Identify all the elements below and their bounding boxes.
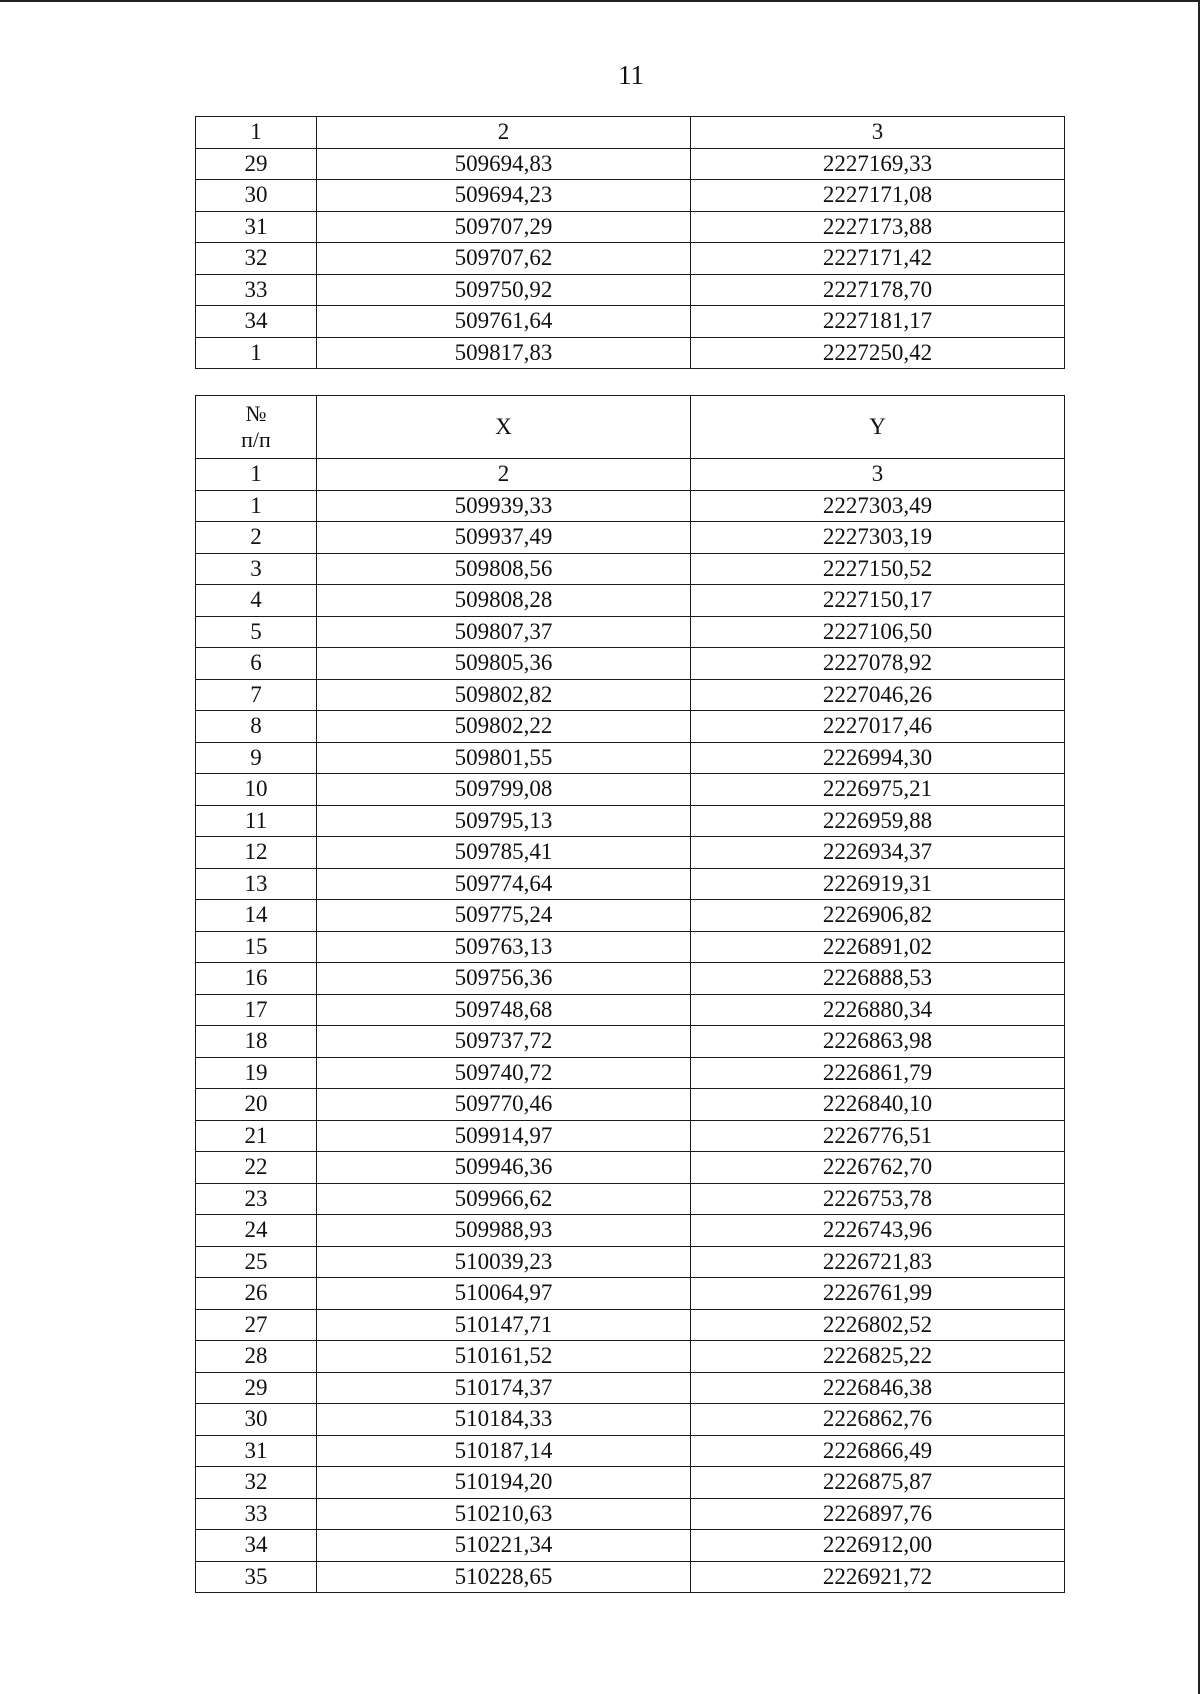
x-coordinate-cell: 509914,97 [317, 1120, 691, 1152]
y-coordinate-cell: 2227171,08 [691, 180, 1065, 212]
point-number-cell: 16 [196, 963, 317, 995]
table-row [196, 805, 1065, 837]
header-y-cell: Y [691, 396, 1065, 459]
x-coordinate-cell: 509756,36 [317, 963, 691, 995]
table-row [196, 711, 1065, 743]
y-coordinate-cell: 2226912,00 [691, 1530, 1065, 1562]
x-coordinate-cell: 510147,71 [317, 1309, 691, 1341]
table-row [196, 306, 1065, 338]
table-row [196, 211, 1065, 243]
y-coordinate-cell: 2226753,78 [691, 1183, 1065, 1215]
x-coordinate-cell: 510039,23 [317, 1246, 691, 1278]
table-row [196, 522, 1065, 554]
y-coordinate-cell: 2226846,38 [691, 1372, 1065, 1404]
y-coordinate-cell: 2227181,17 [691, 306, 1065, 338]
y-coordinate-cell: 2227303,19 [691, 522, 1065, 554]
point-number-cell: 23 [196, 1183, 317, 1215]
table-row [196, 1341, 1065, 1373]
table-row [196, 1498, 1065, 1530]
point-number-cell: 29 [196, 1372, 317, 1404]
table-row [196, 1404, 1065, 1436]
y-coordinate-cell: 2227017,46 [691, 711, 1065, 743]
x-coordinate-cell: 510228,65 [317, 1561, 691, 1593]
column-number-row [196, 117, 1065, 149]
x-coordinate-cell: 510161,52 [317, 1341, 691, 1373]
y-coordinate-cell: 2226861,79 [691, 1057, 1065, 1089]
point-number-cell: 5 [196, 616, 317, 648]
point-number-cell: 24 [196, 1215, 317, 1247]
table-row [196, 1278, 1065, 1310]
point-number-cell: 15 [196, 931, 317, 963]
point-number-cell: 18 [196, 1026, 317, 1058]
header-number-symbol: № [245, 401, 267, 426]
coordinates-table-continuation [195, 116, 1065, 369]
header-number-abbrev: п/п [241, 427, 271, 452]
table-row [196, 1246, 1065, 1278]
coordinates-table [195, 395, 1065, 1593]
y-coordinate-cell: 2226776,51 [691, 1120, 1065, 1152]
point-number-cell: 6 [196, 648, 317, 680]
table-row [196, 774, 1065, 806]
y-coordinate-cell: 2226866,49 [691, 1435, 1065, 1467]
x-coordinate-cell: 509750,92 [317, 274, 691, 306]
column-number-cell: 2 [317, 117, 691, 149]
point-number-cell: 31 [196, 211, 317, 243]
x-coordinate-cell: 509737,72 [317, 1026, 691, 1058]
table-row [196, 274, 1065, 306]
point-number-cell: 21 [196, 1120, 317, 1152]
x-coordinate-cell: 509807,37 [317, 616, 691, 648]
column-number-row [196, 459, 1065, 491]
table-row [196, 337, 1065, 369]
table-row [196, 900, 1065, 932]
point-number-cell: 17 [196, 994, 317, 1026]
y-coordinate-cell: 2226802,52 [691, 1309, 1065, 1341]
x-coordinate-cell: 510184,33 [317, 1404, 691, 1436]
y-coordinate-cell: 2226862,76 [691, 1404, 1065, 1436]
point-number-cell: 34 [196, 1530, 317, 1562]
y-coordinate-cell: 2227171,42 [691, 243, 1065, 275]
point-number-cell: 7 [196, 679, 317, 711]
table-row [196, 1530, 1065, 1562]
x-coordinate-cell: 509770,46 [317, 1089, 691, 1121]
table-row [196, 994, 1065, 1026]
table-row [196, 679, 1065, 711]
y-coordinate-cell: 2226897,76 [691, 1498, 1065, 1530]
y-coordinate-cell: 2226906,82 [691, 900, 1065, 932]
y-coordinate-cell: 2226880,34 [691, 994, 1065, 1026]
table-row [196, 148, 1065, 180]
y-coordinate-cell: 2226888,53 [691, 963, 1065, 995]
point-number-cell: 1 [196, 337, 317, 369]
point-number-cell: 13 [196, 868, 317, 900]
point-number-cell: 20 [196, 1089, 317, 1121]
table-row [196, 1120, 1065, 1152]
table-row [196, 585, 1065, 617]
x-coordinate-cell: 509694,23 [317, 180, 691, 212]
x-coordinate-cell: 509802,22 [317, 711, 691, 743]
table-row [196, 1561, 1065, 1593]
y-coordinate-cell: 2226743,96 [691, 1215, 1065, 1247]
table-row [196, 868, 1065, 900]
point-number-cell: 30 [196, 1404, 317, 1436]
x-coordinate-cell: 509817,83 [317, 337, 691, 369]
y-coordinate-cell: 2227303,49 [691, 490, 1065, 522]
x-coordinate-cell: 509707,29 [317, 211, 691, 243]
column-number-cell: 2 [317, 459, 691, 491]
point-number-cell: 19 [196, 1057, 317, 1089]
x-coordinate-cell: 509740,72 [317, 1057, 691, 1089]
table-row [196, 1183, 1065, 1215]
table-row [196, 648, 1065, 680]
x-coordinate-cell: 509939,33 [317, 490, 691, 522]
header-x-cell: X [317, 396, 691, 459]
table-row [196, 1089, 1065, 1121]
table-row [196, 1372, 1065, 1404]
x-coordinate-cell: 509988,93 [317, 1215, 691, 1247]
table-row [196, 1309, 1065, 1341]
table-row [196, 963, 1065, 995]
table-row [196, 837, 1065, 869]
point-number-cell: 30 [196, 180, 317, 212]
y-coordinate-cell: 2227150,52 [691, 553, 1065, 585]
y-coordinate-cell: 2226994,30 [691, 742, 1065, 774]
x-coordinate-cell: 509694,83 [317, 148, 691, 180]
table-row [196, 1026, 1065, 1058]
x-coordinate-cell: 510194,20 [317, 1467, 691, 1499]
x-coordinate-cell: 509802,82 [317, 679, 691, 711]
y-coordinate-cell: 2227150,17 [691, 585, 1065, 617]
table-header-row [196, 396, 1065, 459]
x-coordinate-cell: 509966,62 [317, 1183, 691, 1215]
column-number-cell: 1 [196, 459, 317, 491]
x-coordinate-cell: 509785,41 [317, 837, 691, 869]
point-number-cell: 26 [196, 1278, 317, 1310]
y-coordinate-cell: 2226825,22 [691, 1341, 1065, 1373]
point-number-cell: 25 [196, 1246, 317, 1278]
header-number-cell [196, 396, 317, 459]
y-coordinate-cell: 2227106,50 [691, 616, 1065, 648]
point-number-cell: 4 [196, 585, 317, 617]
point-number-cell: 12 [196, 837, 317, 869]
point-number-cell: 31 [196, 1435, 317, 1467]
point-number-cell: 3 [196, 553, 317, 585]
point-number-cell: 9 [196, 742, 317, 774]
x-coordinate-cell: 509775,24 [317, 900, 691, 932]
x-coordinate-cell: 509946,36 [317, 1152, 691, 1184]
y-coordinate-cell: 2226959,88 [691, 805, 1065, 837]
table-row [196, 1057, 1065, 1089]
table-row [196, 742, 1065, 774]
table-row [196, 180, 1065, 212]
point-number-cell: 1 [196, 490, 317, 522]
y-coordinate-cell: 2227173,88 [691, 211, 1065, 243]
y-coordinate-cell: 2226840,10 [691, 1089, 1065, 1121]
y-coordinate-cell: 2227046,26 [691, 679, 1065, 711]
x-coordinate-cell: 509763,13 [317, 931, 691, 963]
point-number-cell: 10 [196, 774, 317, 806]
point-number-cell: 8 [196, 711, 317, 743]
x-coordinate-cell: 510187,14 [317, 1435, 691, 1467]
point-number-cell: 22 [196, 1152, 317, 1184]
y-coordinate-cell: 2226921,72 [691, 1561, 1065, 1593]
y-coordinate-cell: 2226721,83 [691, 1246, 1065, 1278]
table-row [196, 1467, 1065, 1499]
x-coordinate-cell: 509937,49 [317, 522, 691, 554]
point-number-cell: 33 [196, 274, 317, 306]
point-number-cell: 29 [196, 148, 317, 180]
table-row [196, 1435, 1065, 1467]
x-coordinate-cell: 509748,68 [317, 994, 691, 1026]
x-coordinate-cell: 509808,28 [317, 585, 691, 617]
x-coordinate-cell: 510064,97 [317, 1278, 691, 1310]
x-coordinate-cell: 509799,08 [317, 774, 691, 806]
x-coordinate-cell: 510174,37 [317, 1372, 691, 1404]
y-coordinate-cell: 2226761,99 [691, 1278, 1065, 1310]
y-coordinate-cell: 2226863,98 [691, 1026, 1065, 1058]
y-coordinate-cell: 2227169,33 [691, 148, 1065, 180]
point-number-cell: 32 [196, 243, 317, 275]
table-row [196, 1215, 1065, 1247]
point-number-cell: 14 [196, 900, 317, 932]
y-coordinate-cell: 2226975,21 [691, 774, 1065, 806]
column-number-cell: 1 [196, 117, 317, 149]
point-number-cell: 32 [196, 1467, 317, 1499]
x-coordinate-cell: 510221,34 [317, 1530, 691, 1562]
y-coordinate-cell: 2227078,92 [691, 648, 1065, 680]
y-coordinate-cell: 2226875,87 [691, 1467, 1065, 1499]
x-coordinate-cell: 509805,36 [317, 648, 691, 680]
point-number-cell: 27 [196, 1309, 317, 1341]
point-number-cell: 33 [196, 1498, 317, 1530]
column-number-cell: 3 [691, 459, 1065, 491]
table-row [196, 490, 1065, 522]
y-coordinate-cell: 2227250,42 [691, 337, 1065, 369]
x-coordinate-cell: 510210,63 [317, 1498, 691, 1530]
table-row [196, 553, 1065, 585]
x-coordinate-cell: 509761,64 [317, 306, 691, 338]
point-number-cell: 35 [196, 1561, 317, 1593]
table-row [196, 243, 1065, 275]
x-coordinate-cell: 509795,13 [317, 805, 691, 837]
x-coordinate-cell: 509707,62 [317, 243, 691, 275]
y-coordinate-cell: 2226891,02 [691, 931, 1065, 963]
y-coordinate-cell: 2226934,37 [691, 837, 1065, 869]
page-border-top [0, 0, 1200, 2]
point-number-cell: 28 [196, 1341, 317, 1373]
table-row [196, 931, 1065, 963]
x-coordinate-cell: 509808,56 [317, 553, 691, 585]
x-coordinate-cell: 509774,64 [317, 868, 691, 900]
point-number-cell: 34 [196, 306, 317, 338]
x-coordinate-cell: 509801,55 [317, 742, 691, 774]
point-number-cell: 11 [196, 805, 317, 837]
y-coordinate-cell: 2227178,70 [691, 274, 1065, 306]
point-number-cell: 2 [196, 522, 317, 554]
table-row [196, 616, 1065, 648]
table-row [196, 1152, 1065, 1184]
column-number-cell: 3 [691, 117, 1065, 149]
y-coordinate-cell: 2226919,31 [691, 868, 1065, 900]
y-coordinate-cell: 2226762,70 [691, 1152, 1065, 1184]
page-number: 11 [618, 60, 644, 90]
